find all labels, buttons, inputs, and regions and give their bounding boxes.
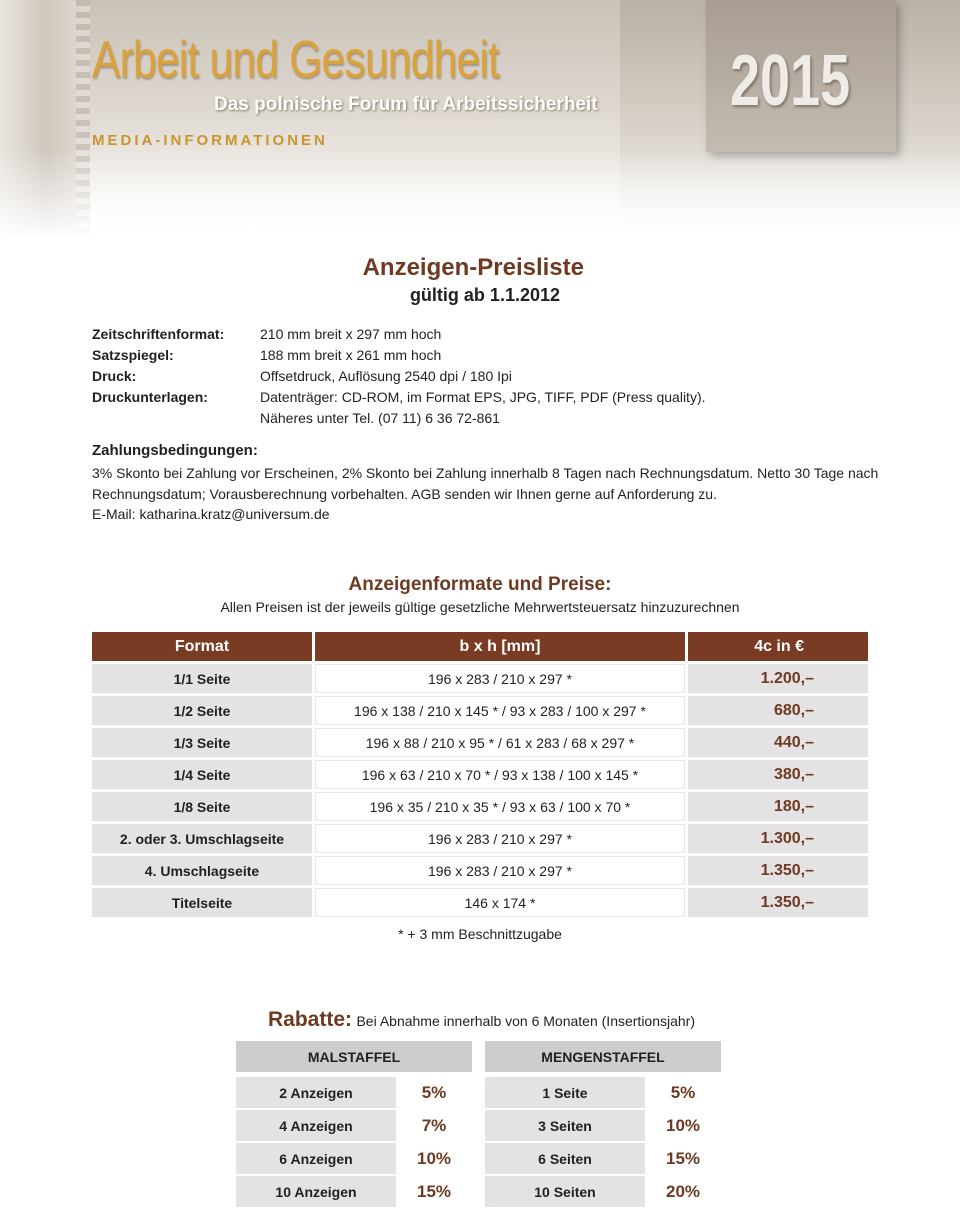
discount-value: 20%: [665, 1181, 701, 1201]
spec-value: Näheres unter Tel. (07 11) 6 36 72-861: [260, 410, 500, 426]
contact-email: E-Mail: katharina.kratz@universum.de: [92, 506, 330, 522]
row-size: 196 x 283 / 210 x 297 *: [315, 664, 685, 693]
spec-row: [92, 389, 892, 410]
row-price: 1.300,–: [688, 824, 868, 853]
spec-row: [92, 410, 892, 431]
row-size: 196 x 35 / 210 x 35 * / 93 x 63 / 100 x 70 *: [315, 792, 685, 821]
row-size: 196 x 283 / 210 x 297 *: [315, 824, 685, 853]
discount-label: Rabatte:: [268, 1008, 353, 1031]
formats-title: Anzeigenformate und Preise:: [348, 574, 612, 595]
list-item: [236, 1077, 472, 1108]
list-item: [485, 1143, 721, 1174]
mengenstaffel-header: MENGENSTAFFEL: [485, 1041, 721, 1072]
row-format: 1/1 Seite: [92, 664, 312, 693]
discount-value: 15%: [665, 1148, 701, 1168]
row-size: 196 x 283 / 210 x 297 *: [315, 856, 685, 885]
column-header-price: 4c in €: [688, 632, 868, 661]
spec-value: Datenträger: CD-ROM, im Format EPS, JPG, TIFF, PDF (Press quality).: [260, 389, 706, 405]
malstaffel-table: [236, 1041, 472, 1208]
table-row: [92, 824, 868, 853]
spec-label: Satzspiegel:: [92, 347, 174, 363]
malstaffel-header: MALSTAFFEL: [236, 1041, 472, 1072]
row-size: 196 x 63 / 210 x 70 * / 93 x 138 / 100 x 145 *: [315, 760, 685, 789]
table-row: [92, 760, 868, 789]
list-item: [236, 1110, 472, 1141]
list-item: [485, 1077, 721, 1108]
column-header-format: Format: [92, 632, 312, 661]
magazine-title: Arbeit und Gesundheit: [92, 31, 500, 89]
row-format: 1/4 Seite: [92, 760, 312, 789]
spec-row: [92, 326, 892, 347]
year-label: 2015: [730, 41, 851, 121]
discount-value: 5%: [670, 1082, 696, 1102]
table-row: [92, 888, 868, 917]
row-price: 1.200,–: [688, 664, 868, 693]
section-label: MEDIA-INFORMATIONEN: [92, 132, 328, 149]
row-format: 1/3 Seite: [92, 728, 312, 757]
table-row: [92, 792, 868, 821]
discount-key: 10 Anzeigen: [236, 1176, 396, 1207]
discount-key: 1 Seite: [485, 1077, 645, 1108]
row-price: 1.350,–: [688, 888, 868, 917]
spec-list: [92, 326, 892, 431]
row-size: 146 x 174 *: [315, 888, 685, 917]
spec-value: Offsetdruck, Auflösung 2540 dpi / 180 Ipi: [260, 368, 512, 384]
row-format: 1/2 Seite: [92, 696, 312, 725]
table-row: [92, 696, 868, 725]
discount-key: 2 Anzeigen: [236, 1077, 396, 1108]
discount-value: 15%: [416, 1181, 452, 1201]
row-price: 180,–: [688, 792, 868, 821]
discount-key: 6 Seiten: [485, 1143, 645, 1174]
row-price: 1.350,–: [688, 856, 868, 885]
discount-heading: [268, 1008, 695, 1032]
header-banner: [0, 0, 960, 236]
price-table: [92, 632, 868, 920]
row-size: 196 x 88 / 210 x 95 * / 61 x 283 / 68 x 297 *: [315, 728, 685, 757]
discount-key: 6 Anzeigen: [236, 1143, 396, 1174]
row-format: Titelseite: [92, 888, 312, 917]
magazine-subtitle: Das polnische Forum für Arbeitssicherheit: [214, 94, 598, 115]
payment-heading: Zahlungsbedingungen:: [92, 442, 258, 459]
list-item: [236, 1143, 472, 1174]
list-item: [485, 1110, 721, 1141]
spec-row: [92, 347, 892, 368]
row-format: 4. Umschlagseite: [92, 856, 312, 885]
list-item: [485, 1176, 721, 1207]
table-row: [92, 664, 868, 693]
price-table-header: [92, 632, 868, 661]
row-price: 380,–: [688, 760, 868, 789]
bleed-note: * + 3 mm Beschnittzugabe: [398, 926, 562, 942]
spec-label: Zeitschriftenformat:: [92, 326, 225, 342]
discount-value: 7%: [421, 1115, 447, 1135]
discount-key: 10 Seiten: [485, 1176, 645, 1207]
table-row: [92, 728, 868, 757]
row-format: 1/8 Seite: [92, 792, 312, 821]
spec-value: 210 mm breit x 297 mm hoch: [260, 326, 442, 342]
pricelist-valid-date: gültig ab 1.1.2012: [409, 285, 560, 305]
banner-fade: [0, 150, 960, 236]
discount-key: 4 Anzeigen: [236, 1110, 396, 1141]
table-row: [92, 856, 868, 885]
row-size: 196 x 138 / 210 x 145 * / 93 x 283 / 100 x 297 *: [315, 696, 685, 725]
mengenstaffel-table: [485, 1041, 721, 1208]
row-format: 2. oder 3. Umschlagseite: [92, 824, 312, 853]
column-header-size: b x h [mm]: [315, 632, 685, 661]
discount-key: 3 Seiten: [485, 1110, 645, 1141]
discount-text: Bei Abnahme innerhalb von 6 Monaten (Insertionsjahr): [356, 1013, 696, 1029]
pricelist-title: Anzeigen-Preisliste: [362, 254, 584, 281]
spec-label: Druckunterlagen:: [92, 389, 208, 405]
spec-row: [92, 368, 892, 389]
discount-value: 10%: [665, 1115, 701, 1135]
spec-value: 188 mm breit x 261 mm hoch: [260, 347, 442, 363]
spec-label: Druck:: [92, 368, 137, 384]
row-price: 440,–: [688, 728, 868, 757]
discount-value: 5%: [421, 1082, 447, 1102]
discount-value: 10%: [416, 1148, 452, 1168]
row-price: 680,–: [688, 696, 868, 725]
list-item: [236, 1176, 472, 1207]
payment-text: 3% Skonto bei Zahlung vor Erscheinen, 2% Skonto bei Zahlung innerhalb 8 Tagen nach Rechnungsdatum. Netto 30 Tage nach Rechnungsdatum; Vorausberechnung vorbehalten. AGB senden wir Ihnen gerne auf Anforderung zu.: [92, 465, 879, 502]
vat-note: Allen Preisen ist der jeweils gültige gesetzliche Mehrwertsteuersatz hinzuzurechnen: [220, 599, 740, 615]
